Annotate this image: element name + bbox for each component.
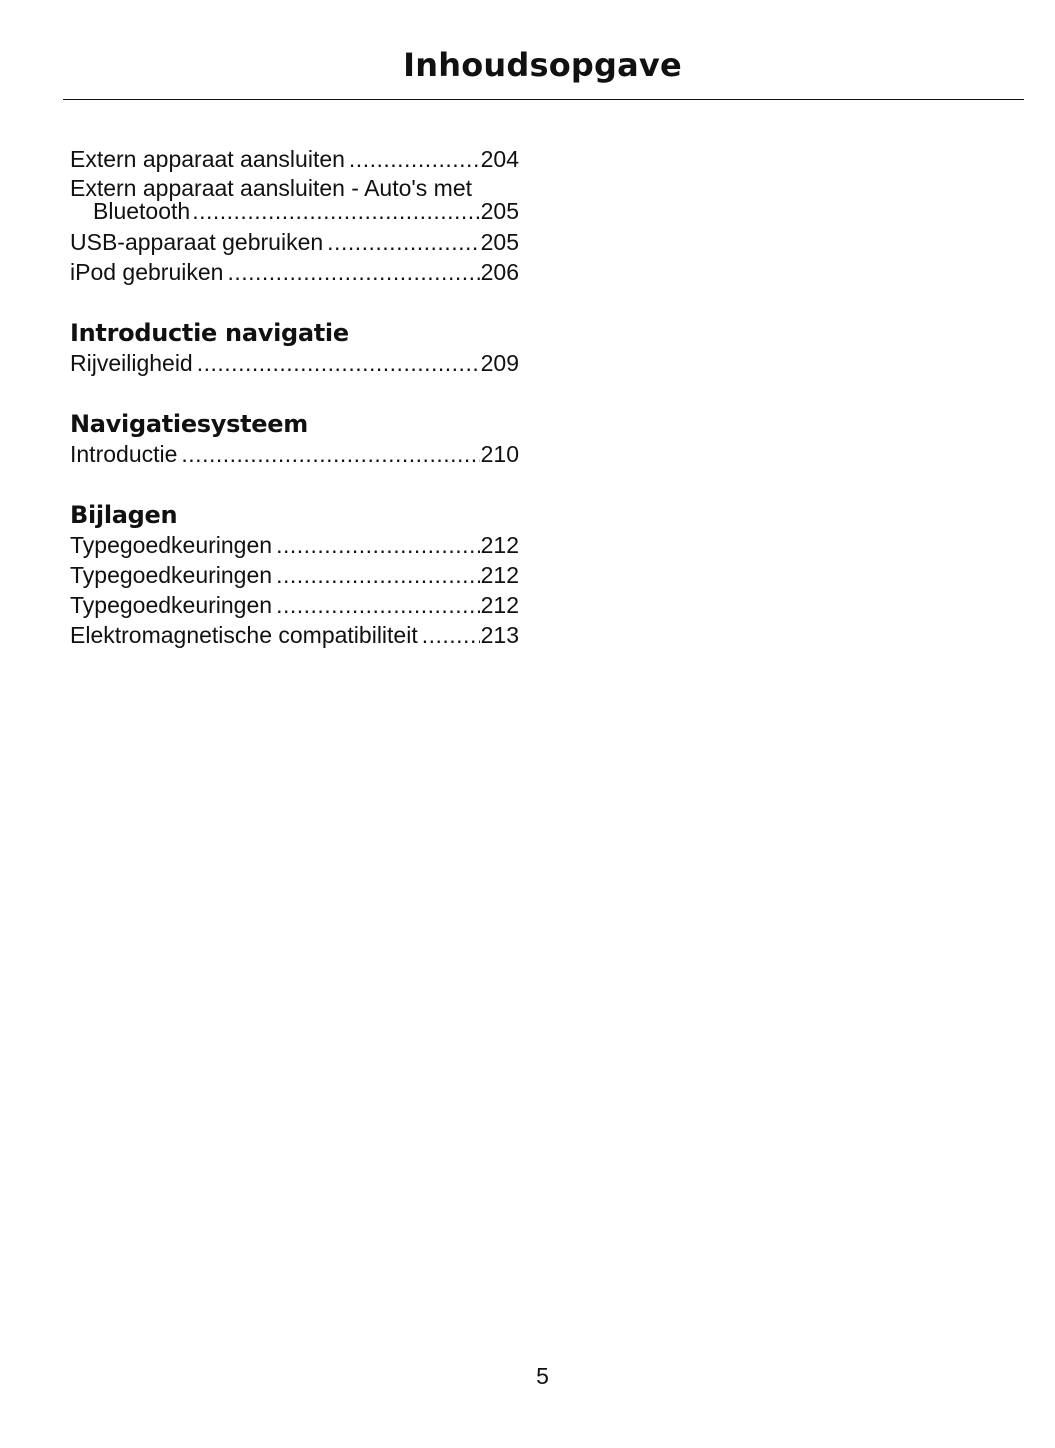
toc-entry-page: 213 [480,622,519,648]
toc-entry-title: Typegoedkeuringen [70,562,273,588]
dot-leader [192,200,479,223]
toc-entry-page: 205 [480,229,519,255]
toc-entry-title: USB-apparaat gebruiken [70,229,324,255]
toc-entry-page: 212 [480,562,519,588]
section-heading: Bijlagen [70,501,178,529]
toc-entry-page: 204 [480,146,519,172]
toc-entry[interactable] [70,227,519,257]
toc-entry-page: 205 [480,198,519,224]
toc-entry-title: iPod gebruiken [70,259,224,285]
dot-leader [276,590,480,620]
dot-leader [327,227,479,257]
toc-entry-title: Rijveiligheid [70,350,193,376]
dot-leader [349,144,480,174]
toc-entry-title-continued: Bluetooth [93,198,191,224]
toc-entry-page: 212 [480,532,519,558]
toc-entry[interactable] [70,144,519,174]
toc-entry-title: Typegoedkeuringen [70,532,273,558]
dot-leader [181,439,479,469]
toc-entry[interactable] [70,560,519,590]
toc-entry-title: Introductie [70,441,178,467]
toc-entry[interactable] [70,620,519,650]
section-heading: Introductie navigatie [70,319,349,347]
page-number: 5 [536,1363,549,1389]
toc-entry-title: Elektromagnetische compatibiliteit [70,622,418,648]
toc-entry[interactable] [70,439,519,469]
title-divider [63,99,1024,100]
section-heading: Navigatiesysteem [70,410,308,438]
toc-entry-page: 212 [480,592,519,618]
toc-entry[interactable] [70,590,519,620]
toc-entry-page: 210 [480,441,519,467]
dot-leader [422,620,480,650]
toc-entry[interactable] [70,348,519,378]
toc-entry-title: Extern apparaat aansluiten - Auto's met [70,175,473,201]
page-title: Inhoudsopgave [403,46,682,84]
toc-entry-page: 206 [480,259,519,285]
dot-leader [276,560,480,590]
toc-entry[interactable] [70,257,519,287]
dot-leader [276,530,480,560]
toc-entry[interactable] [70,174,519,227]
dot-leader [227,257,479,287]
toc-entry-title: Extern apparaat aansluiten [70,146,345,172]
toc-entry-title: Typegoedkeuringen [70,592,273,618]
table-of-contents [70,144,519,650]
toc-entry-page: 209 [480,350,519,376]
toc-entry[interactable] [70,530,519,560]
dot-leader [197,348,480,378]
